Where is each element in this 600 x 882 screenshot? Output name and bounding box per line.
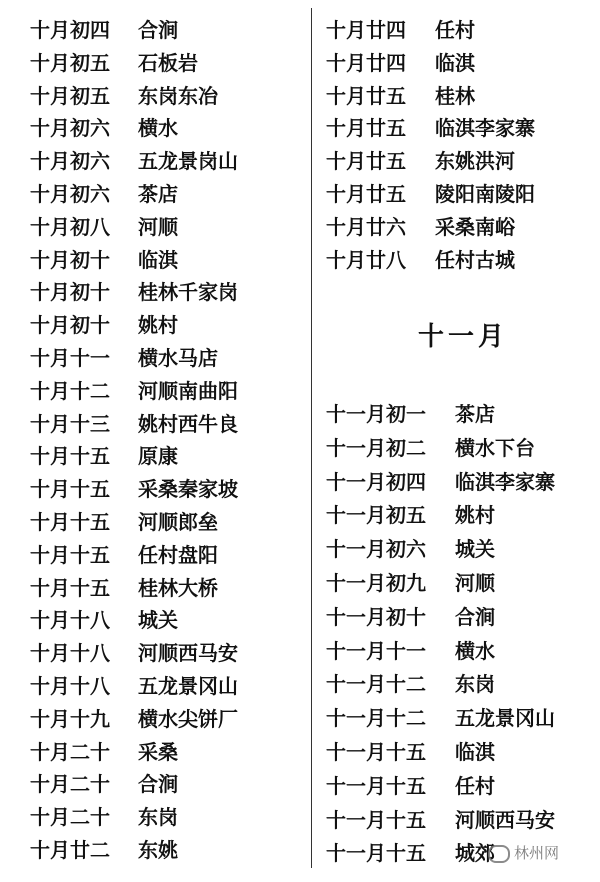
date-label: 十一月初二: [326, 435, 426, 460]
date-label: 十月初十: [30, 247, 110, 272]
date-label: 十一月十二: [326, 706, 426, 731]
date-label: 十月初十: [30, 280, 110, 305]
date-label: 十月初四: [30, 18, 110, 42]
place-label: 横水下台: [455, 435, 535, 460]
place-label: 原康: [138, 444, 178, 469]
wechat-icon: [488, 845, 510, 863]
date-label: 十月廿四: [326, 50, 406, 75]
date-label: 十月二十: [30, 805, 110, 830]
place-label: 石板岩: [138, 50, 198, 75]
watermark: [488, 842, 559, 863]
place-label: 五龙景岗山: [138, 149, 238, 174]
place-label: 临淇李家寨: [435, 116, 535, 141]
place-label: 姚村西牛良: [138, 411, 238, 436]
date-label: 十月廿五: [326, 182, 406, 206]
place-label: 姚村: [138, 313, 178, 338]
date-label: 十一月初六: [326, 537, 426, 562]
place-label: 河顺西马安: [138, 641, 238, 666]
month-heading: 十一月: [418, 322, 509, 352]
place-label: 合涧: [455, 604, 495, 629]
date-label: 十月十八: [30, 641, 110, 666]
date-label: 十月廿四: [326, 18, 406, 42]
place-label: 东姚: [138, 838, 178, 862]
place-label: 城关: [138, 608, 178, 633]
place-label: 五龙景冈山: [455, 706, 555, 731]
date-label: 十月十二: [30, 378, 110, 403]
place-label: 采桑秦家坡: [138, 477, 238, 502]
place-label: 东岗: [138, 805, 178, 830]
place-label: 任村: [435, 18, 475, 42]
date-label: 十月十八: [30, 674, 110, 698]
place-label: 桂林大桥: [138, 575, 218, 600]
date-label: 十月廿八: [326, 247, 406, 272]
date-label: 十月初十: [30, 313, 110, 338]
date-label: 十月十五: [30, 510, 110, 534]
date-label: 十月十五: [30, 542, 110, 567]
place-label: 城郊: [455, 841, 495, 866]
place-label: 任村古城: [435, 247, 515, 272]
place-label: 河顺西马安: [455, 807, 555, 832]
place-label: 陵阳南陵阳: [435, 182, 535, 206]
date-label: 十月廿五: [326, 116, 406, 141]
place-label: 桂林千家岗: [138, 280, 238, 305]
date-label: 十一月十五: [326, 740, 426, 764]
place-label: 横水马店: [138, 346, 218, 370]
date-label: 十一月十五: [326, 773, 426, 798]
place-label: 临淇: [138, 247, 178, 272]
date-label: 十月廿六: [326, 214, 406, 239]
date-label: 十月初六: [30, 182, 110, 206]
place-label: 河顺郎垒: [138, 510, 218, 534]
date-label: 十月二十: [30, 739, 110, 764]
place-label: 横水: [455, 638, 495, 663]
date-label: 十月十八: [30, 608, 110, 633]
date-label: 十一月初十: [326, 604, 426, 629]
date-label: 十月十一: [30, 346, 110, 370]
date-label: 十一月十二: [326, 672, 426, 697]
date-label: 十月初五: [30, 50, 110, 75]
place-label: 合涧: [138, 772, 178, 797]
place-label: 河顺南曲阳: [138, 378, 238, 403]
date-label: 十月初六: [30, 116, 110, 141]
place-label: 东岗: [455, 672, 495, 697]
date-label: 十一月初四: [326, 469, 426, 494]
date-label: 十一月初五: [326, 503, 426, 528]
date-label: 十一月初一: [326, 402, 426, 426]
watermark-text: 林州网: [514, 844, 560, 862]
place-label: 城关: [455, 537, 495, 562]
column-divider: [311, 8, 312, 868]
date-label: 十月十五: [30, 575, 110, 600]
place-label: 茶店: [138, 182, 178, 206]
place-label: 任村: [455, 773, 495, 798]
place-label: 五龙景冈山: [138, 674, 238, 698]
date-label: 十一月十一: [326, 638, 426, 663]
place-label: 任村盘阳: [138, 542, 218, 567]
place-label: 采桑: [138, 739, 178, 764]
date-label: 十月十九: [30, 706, 110, 731]
place-label: 茶店: [455, 402, 495, 426]
date-label: 十月初八: [30, 214, 110, 239]
date-label: 十月初五: [30, 83, 110, 108]
place-label: 临淇: [455, 740, 495, 764]
date-label: 十月十三: [30, 411, 110, 436]
place-label: 横水尖饼厂: [138, 706, 238, 731]
date-label: 十月二十: [30, 772, 110, 797]
place-label: 东岗东冶: [138, 83, 218, 108]
place-label: 采桑南峪: [435, 214, 515, 239]
date-label: 十月十五: [30, 477, 110, 502]
place-label: 河顺: [138, 214, 178, 239]
place-label: 合涧: [138, 18, 178, 42]
place-label: 横水: [138, 116, 178, 141]
date-label: 十月十五: [30, 444, 110, 469]
place-label: 姚村: [455, 503, 495, 528]
date-label: 十月廿五: [326, 149, 406, 174]
place-label: 临淇: [435, 50, 475, 75]
place-label: 桂林: [435, 83, 475, 108]
place-label: 河顺: [455, 571, 495, 595]
place-label: 东姚洪河: [435, 149, 515, 174]
date-label: 十月廿五: [326, 83, 406, 108]
date-label: 十一月十五: [326, 807, 426, 832]
date-label: 十月初六: [30, 149, 110, 174]
place-label: 临淇李家寨: [455, 469, 555, 494]
date-label: 十月廿二: [30, 838, 110, 862]
date-label: 十一月初九: [326, 571, 426, 595]
date-label: 十一月十五: [326, 841, 426, 866]
